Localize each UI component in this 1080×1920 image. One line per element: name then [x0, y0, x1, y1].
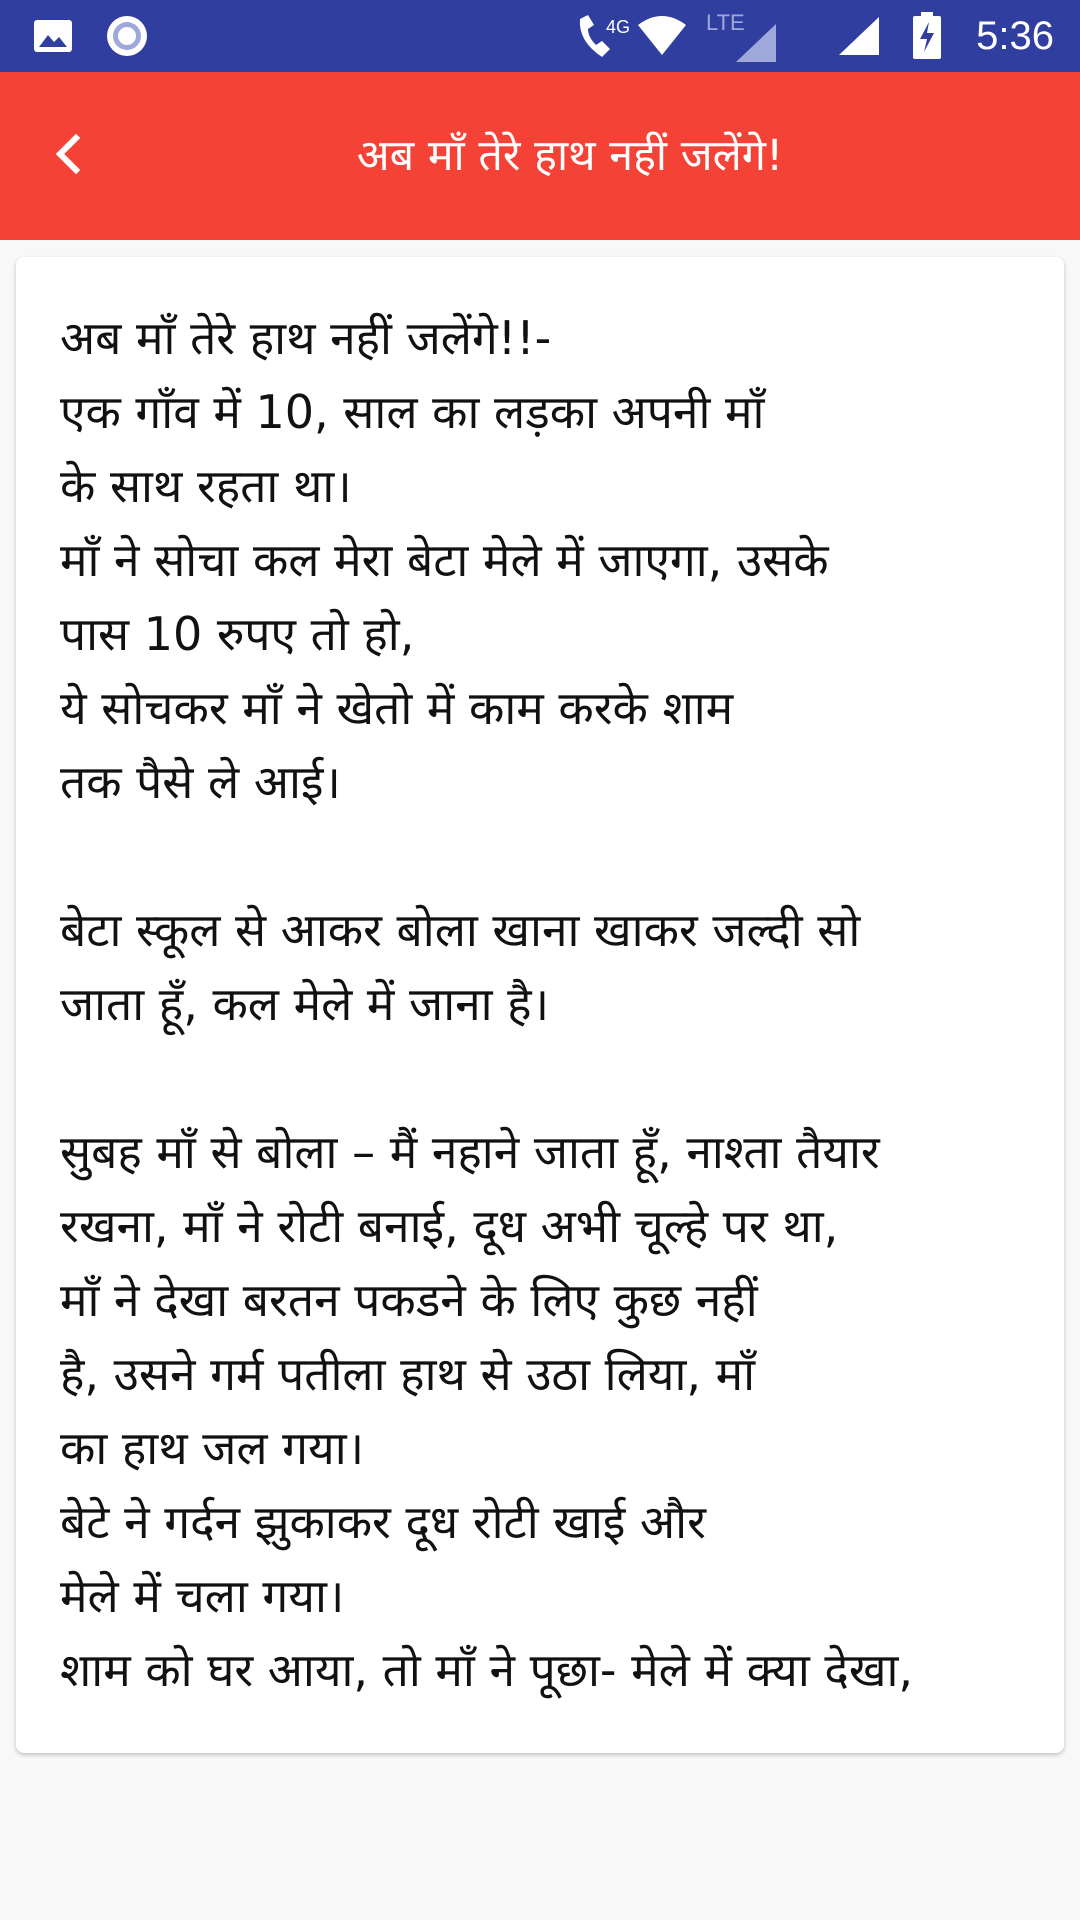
image-icon	[32, 0, 74, 72]
svg-text:4G: 4G	[606, 17, 631, 37]
wifi-icon	[636, 0, 688, 72]
record-icon	[104, 0, 150, 72]
app-bar	[0, 72, 1080, 240]
battery-charging-icon	[910, 0, 944, 72]
page-title: अब माँ तेरे हाथ नहीं जलेंगे!	[356, 131, 784, 181]
svg-text:LTE: LTE	[706, 10, 745, 35]
story-text: अब माँ तेरे हाथ नहीं जलेंगे!!- एक गाँव में 10, साल का लड़का अपनी माँ के साथ रहता था। माँ ने सोचा कल मेरा बेटा मेले में जाएगा, उसके पास 10 रुपए तो हो, ये सोचकर माँ ने खेतो में काम करके शाम तक पैसे ले आई। बेटा स्कूल से आकर बोला खाना खाकर जल्दी सो जाता हूँ, कल मेले में जाना है। सुबह माँ से बोला – मैं नहाने जाता हूँ, नाश्ता तैयार रखना, माँ ने रोटी बनाई, दूध अभी चूल्हे पर था, माँ ने देखा बरतन पकडने के लिए कुछ नहीं है, उसने गर्म पतीला हाथ से उठा लिया, माँ का हाथ जल गया। बेटे ने गर्दन झुकाकर दूध रोटी खाई और मेले में चला गया। शाम को घर आया, तो माँ ने पूछा- मेले में क्या देखा,	[60, 311, 913, 1697]
back-button[interactable]	[28, 116, 108, 196]
wifi-call-icon	[574, 0, 632, 72]
status-time: 5:36	[976, 14, 1054, 58]
cell-signal-icon	[834, 0, 882, 72]
chevron-left-icon	[50, 132, 86, 180]
story-card[interactable]	[16, 257, 1064, 1753]
lte-signal-icon	[702, 0, 792, 72]
status-bar	[0, 0, 1080, 72]
